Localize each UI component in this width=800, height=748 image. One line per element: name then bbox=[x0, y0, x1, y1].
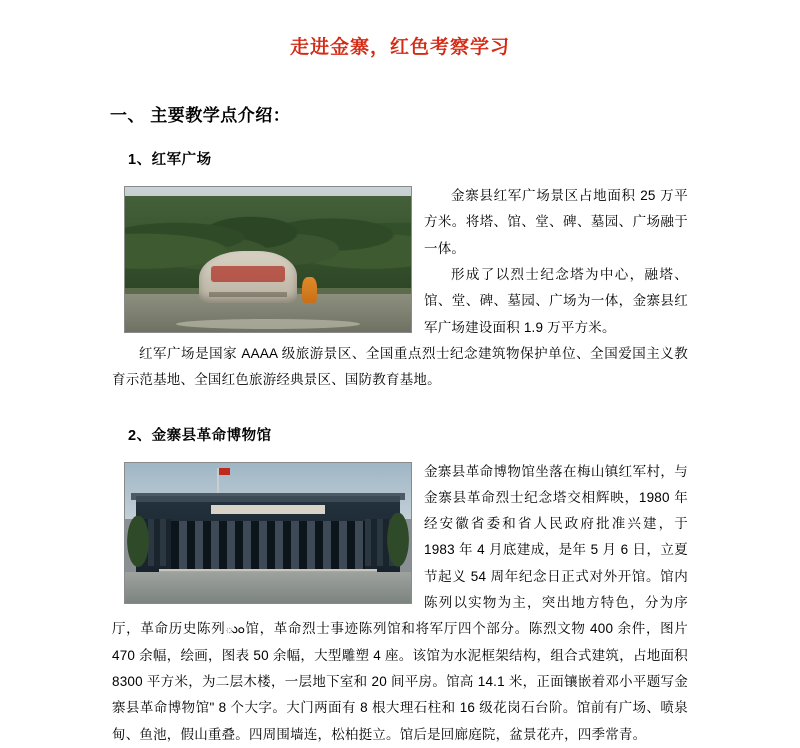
section-1-body bbox=[0, 183, 800, 394]
photo-right-tree bbox=[385, 513, 411, 572]
photo-stone-subtext bbox=[209, 292, 287, 297]
section-2-heading: 2、金寨县革命博物馆 bbox=[128, 427, 272, 444]
section-2-body bbox=[0, 459, 800, 748]
photo-visitor bbox=[302, 277, 316, 303]
revolution-museum-photo bbox=[124, 462, 412, 604]
section-2-content bbox=[112, 459, 688, 748]
section-1-heading: 1、红军广场 bbox=[128, 152, 212, 168]
photo-stone-inscription bbox=[211, 266, 285, 282]
section-1-content bbox=[112, 183, 688, 394]
photo-memorial-stone bbox=[199, 251, 296, 303]
document-title: 走进金寨，红色考察学习 bbox=[289, 37, 510, 58]
photo-building-sign bbox=[211, 505, 325, 515]
photo-left-tree bbox=[125, 516, 151, 572]
photo-plaza bbox=[125, 572, 411, 603]
section-2-paragraph-1: 金寨县革命博物馆坐落在梅山镇红军村，与金寨县革命烈士纪念塔交相辉映，1980 年经安徽省委和省人民政府批准兴建，于 1983 年 4 月底建成，是年 5 月 6 日，立夏节起义 54 周年纪念日正式对外开馆。馆内陈列以实物为主，突出地方特色，分为序厅，革命历史陈列ుం馆，革命烈士事迹陈列馆和将军厅四个部分。陈烈文物 400 余件，图片 470 余幅，绘画，图表 50 余幅，大型雕塑 4 座。该馆为水泥框架结构，组合式建筑，占地面积 8300 平方米，为二层木楼，一层地下室和 20 间平房。馆高 14.1 米，正面镶嵌着邓小平题写金寨县革命博物馆" 8 个大字。大门两面有 8 根大理石柱和 16 级花岗石台阶。馆前有广场、喷泉甸、鱼池，假山重叠。四周围墙连，松柏挺立。馆后是回廊庭院，盆景花卉，四季常青。 bbox=[112, 463, 688, 742]
photo-columns bbox=[171, 521, 365, 569]
heading-level-1: 一、 主要教学点介绍： bbox=[110, 106, 291, 125]
section-1-paragraph-3: 红军广场是国家 AAAA 级旅游景区、全国重点烈士纪念建筑物保护单位、全国爱国主义教育示范基地、全国红色旅游经典景区、国防教育基地。 bbox=[112, 345, 688, 388]
photo-path bbox=[176, 319, 359, 329]
section-1-paragraph-2: 形成了以烈士纪念塔为中心，融塔、馆、堂、碑、墓园、广场为一体，金寨县红军广场建设面积 1.9 万平方米。 bbox=[424, 266, 688, 335]
red-army-square-photo bbox=[124, 186, 412, 333]
section-1-paragraph-1: 金寨县红军广场景区占地面积 25 万平方米。将塔、馆、堂、碑、墓园、广场融于一体。 bbox=[424, 188, 688, 256]
